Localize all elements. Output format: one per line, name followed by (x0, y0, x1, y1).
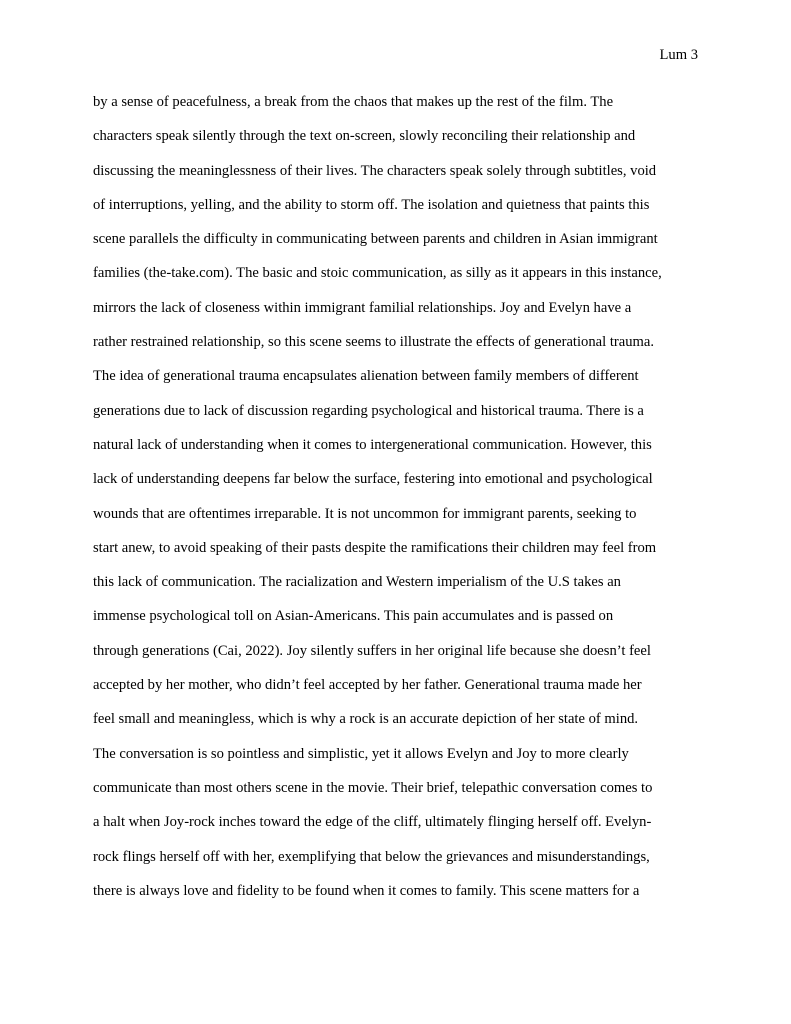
text-line: by a sense of peacefulness, a break from the chaos that makes up the rest of the film. The (93, 94, 614, 110)
text-line: lack of understanding deepens far below the surface, festering into emotional and psychological (93, 471, 653, 488)
text-line: natural lack of understanding when it comes to intergenerational communication. However, this (93, 436, 652, 453)
text-line: communicate than most others scene in the movie. Their brief, telepathic conversation comes to (93, 779, 653, 796)
text-line: wounds that are oftentimes irreparable. It is not uncommon for immigrant parents, seeking to (93, 505, 637, 522)
text-line: rather restrained relationship, so this scene seems to illustrate the effects of generational trauma. (93, 334, 654, 351)
text-line: of interruptions, yelling, and the ability to storm off. The isolation and quietness that paints this (93, 196, 650, 213)
page-header (659, 46, 698, 64)
text-line: a halt when Joy-rock inches toward the edge of the cliff, ultimately flinging herself off. Evelyn- (93, 814, 652, 831)
text-line: The conversation is so pointless and simplistic, yet it allows Evelyn and Joy to more clearly (93, 745, 629, 762)
page-number-label: Lum 3 (659, 47, 698, 63)
text-line: discussing the meaninglessness of their lives. The characters speak solely through subtitles, void (93, 162, 657, 179)
text-line: through generations (Cai, 2022). Joy silently suffers in her original life because she doesn’t feel (93, 642, 651, 659)
text-line: The idea of generational trauma encapsulates alienation between family members of different (93, 368, 639, 385)
text-line: start anew, to avoid speaking of their pasts despite the ramifications their children may feel from (93, 539, 657, 556)
text-line: families (the-take.com). The basic and stoic communication, as silly as it appears in this instance, (93, 265, 662, 282)
text-line: characters speak silently through the text on-screen, slowly reconciling their relationship and (93, 128, 636, 145)
text-line: generations due to lack of discussion regarding psychological and historical trauma. There is a (93, 402, 644, 419)
text-line: scene parallels the difficulty in communicating between parents and children in Asian immigrant (93, 231, 658, 248)
text-line: accepted by her mother, who didn’t feel accepted by her father. Generational trauma made her (93, 677, 642, 694)
text-line: this lack of communication. The racialization and Western imperialism of the U.S takes an (93, 574, 621, 591)
body-paragraph (93, 90, 713, 913)
text-line: feel small and meaningless, which is why a rock is an accurate depiction of her state of mind. (93, 711, 639, 728)
text-line: mirrors the lack of closeness within immigrant familial relationships. Joy and Evelyn have a (93, 299, 632, 316)
text-line: immense psychological toll on Asian-Americans. This pain accumulates and is passed on (93, 608, 614, 625)
text-line: rock flings herself off with her, exemplifying that below the grievances and misunderstandings, (93, 848, 650, 865)
text-line: there is always love and fidelity to be found when it comes to family. This scene matters for a (93, 882, 640, 899)
